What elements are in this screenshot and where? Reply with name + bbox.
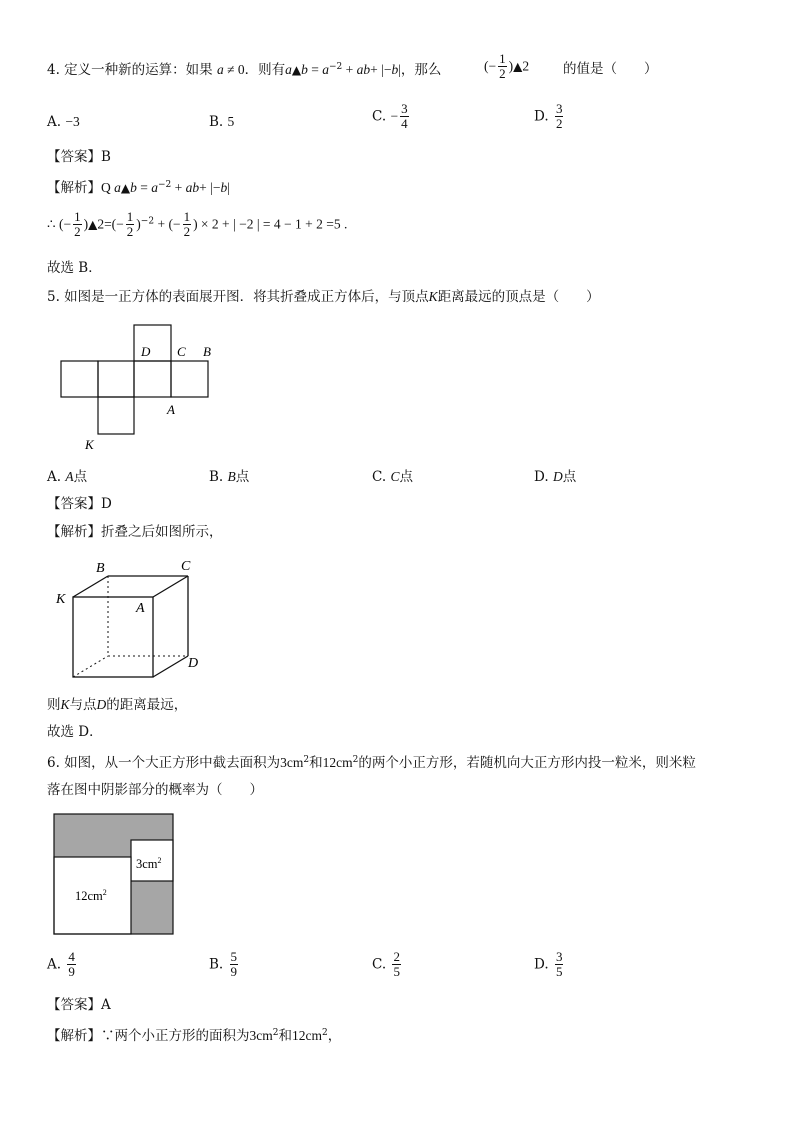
cube-label-c: C [181, 559, 191, 574]
q4-conclusion: 故选 B． [47, 260, 102, 276]
q5-answer: 【答案】D [47, 496, 112, 512]
net-face-top [134, 325, 171, 361]
net-label-d: D [141, 344, 151, 359]
q6-option-d[interactable]: D. $\frac{3}{5}$ [534, 949, 563, 980]
q4-option-a[interactable]: A. −3 [47, 114, 80, 130]
net-face-3 [134, 361, 171, 397]
q6-option-c[interactable]: C. $\frac{2}{5}$ [372, 949, 400, 980]
q4-option-c[interactable]: C. − $\frac{3}{4}$ [372, 101, 408, 132]
q4-stem: 4. 定义一种新的运算：如果 a ≠ 0．则有a▲b = $a^{-2} + ab+ |-b|$，那么 [47, 62, 442, 78]
net-label-k: K [85, 437, 94, 452]
q4-option-d[interactable]: D. $\frac{3}{2}$ [534, 101, 563, 132]
q6-stem-line2: 落在图中阴影部分的概率为（ ） [47, 782, 263, 798]
q6-option-a[interactable]: A. $\frac{4}{9}$ [47, 949, 75, 980]
net-face-bottom [98, 397, 134, 434]
cube-label-b: B [96, 561, 105, 576]
q5-analysis: 【解析】折叠之后如图所示， [47, 524, 223, 540]
q4-answer: 【答案】B [47, 149, 111, 165]
cube-label-k: K [56, 592, 66, 607]
q4-stem-end: 的值是（ ） [563, 61, 658, 77]
q4-expr: (− $\frac{1}{2}$ )▲2 [484, 51, 530, 82]
cube-label-d: D [188, 656, 199, 671]
net-label-b: B [203, 344, 211, 359]
q4-condition: a [216, 62, 224, 77]
q5-stem: 5. 如图是一正方体的表面展开图．将其折叠成正方体后，与顶点K距离最远的顶点是（ ） [47, 289, 600, 305]
q5-result: 则K与点D的距离最远， [47, 697, 188, 713]
q4-option-b[interactable]: B. 5 [209, 114, 235, 130]
cube-net-figure [55, 320, 225, 455]
q5-option-d[interactable]: D. D点 [534, 469, 577, 485]
net-label-c: C [177, 344, 186, 359]
cube-figure [52, 555, 212, 685]
net-face-4 [171, 361, 208, 397]
net-face-1 [61, 361, 98, 397]
fig-label-3cm: $3cm^2$ [136, 856, 162, 871]
net-label-a: A [167, 402, 175, 417]
cube-label-a: A [136, 601, 145, 616]
q6-option-b[interactable]: B. $\frac{5}{9}$ [209, 949, 238, 980]
squares-figure [50, 810, 180, 940]
net-face-2 [98, 361, 134, 397]
q5-option-a[interactable]: A. A点 [47, 469, 88, 485]
q5-conclusion: 故选 D． [47, 724, 103, 740]
q5-option-b[interactable]: B. B点 [209, 469, 250, 485]
q6-analysis: 【解析】∵两个小正方形的面积为$3cm^2$和$12cm^2$， [47, 1028, 342, 1044]
q6-stem-line1: 6. 如图，从一个大正方形中截去面积为$3cm^2$和$12cm^2$的两个小正方形，若随机向大正方形内投一粒米，则米粒 [47, 755, 696, 771]
q5-option-c[interactable]: C. C点 [372, 469, 413, 485]
q4-analysis-line1: 【解析】Q a▲b = $a^{-2} + ab+ |-b|$ [47, 180, 230, 196]
q4-analysis-line2: ∴ (− $\frac{1}{2}$ )▲2=(− $\frac{1}{2}$ )$^{-2}$ + (− $\frac{1}{2}$ ) × 2 + | −2 | = 4 − 1 + 2 =5 . [47, 209, 348, 240]
shaded-region-bottom-right [131, 881, 173, 934]
fig-label-12cm: $12cm^2$ [75, 888, 107, 903]
q6-answer: 【答案】A [47, 997, 111, 1013]
